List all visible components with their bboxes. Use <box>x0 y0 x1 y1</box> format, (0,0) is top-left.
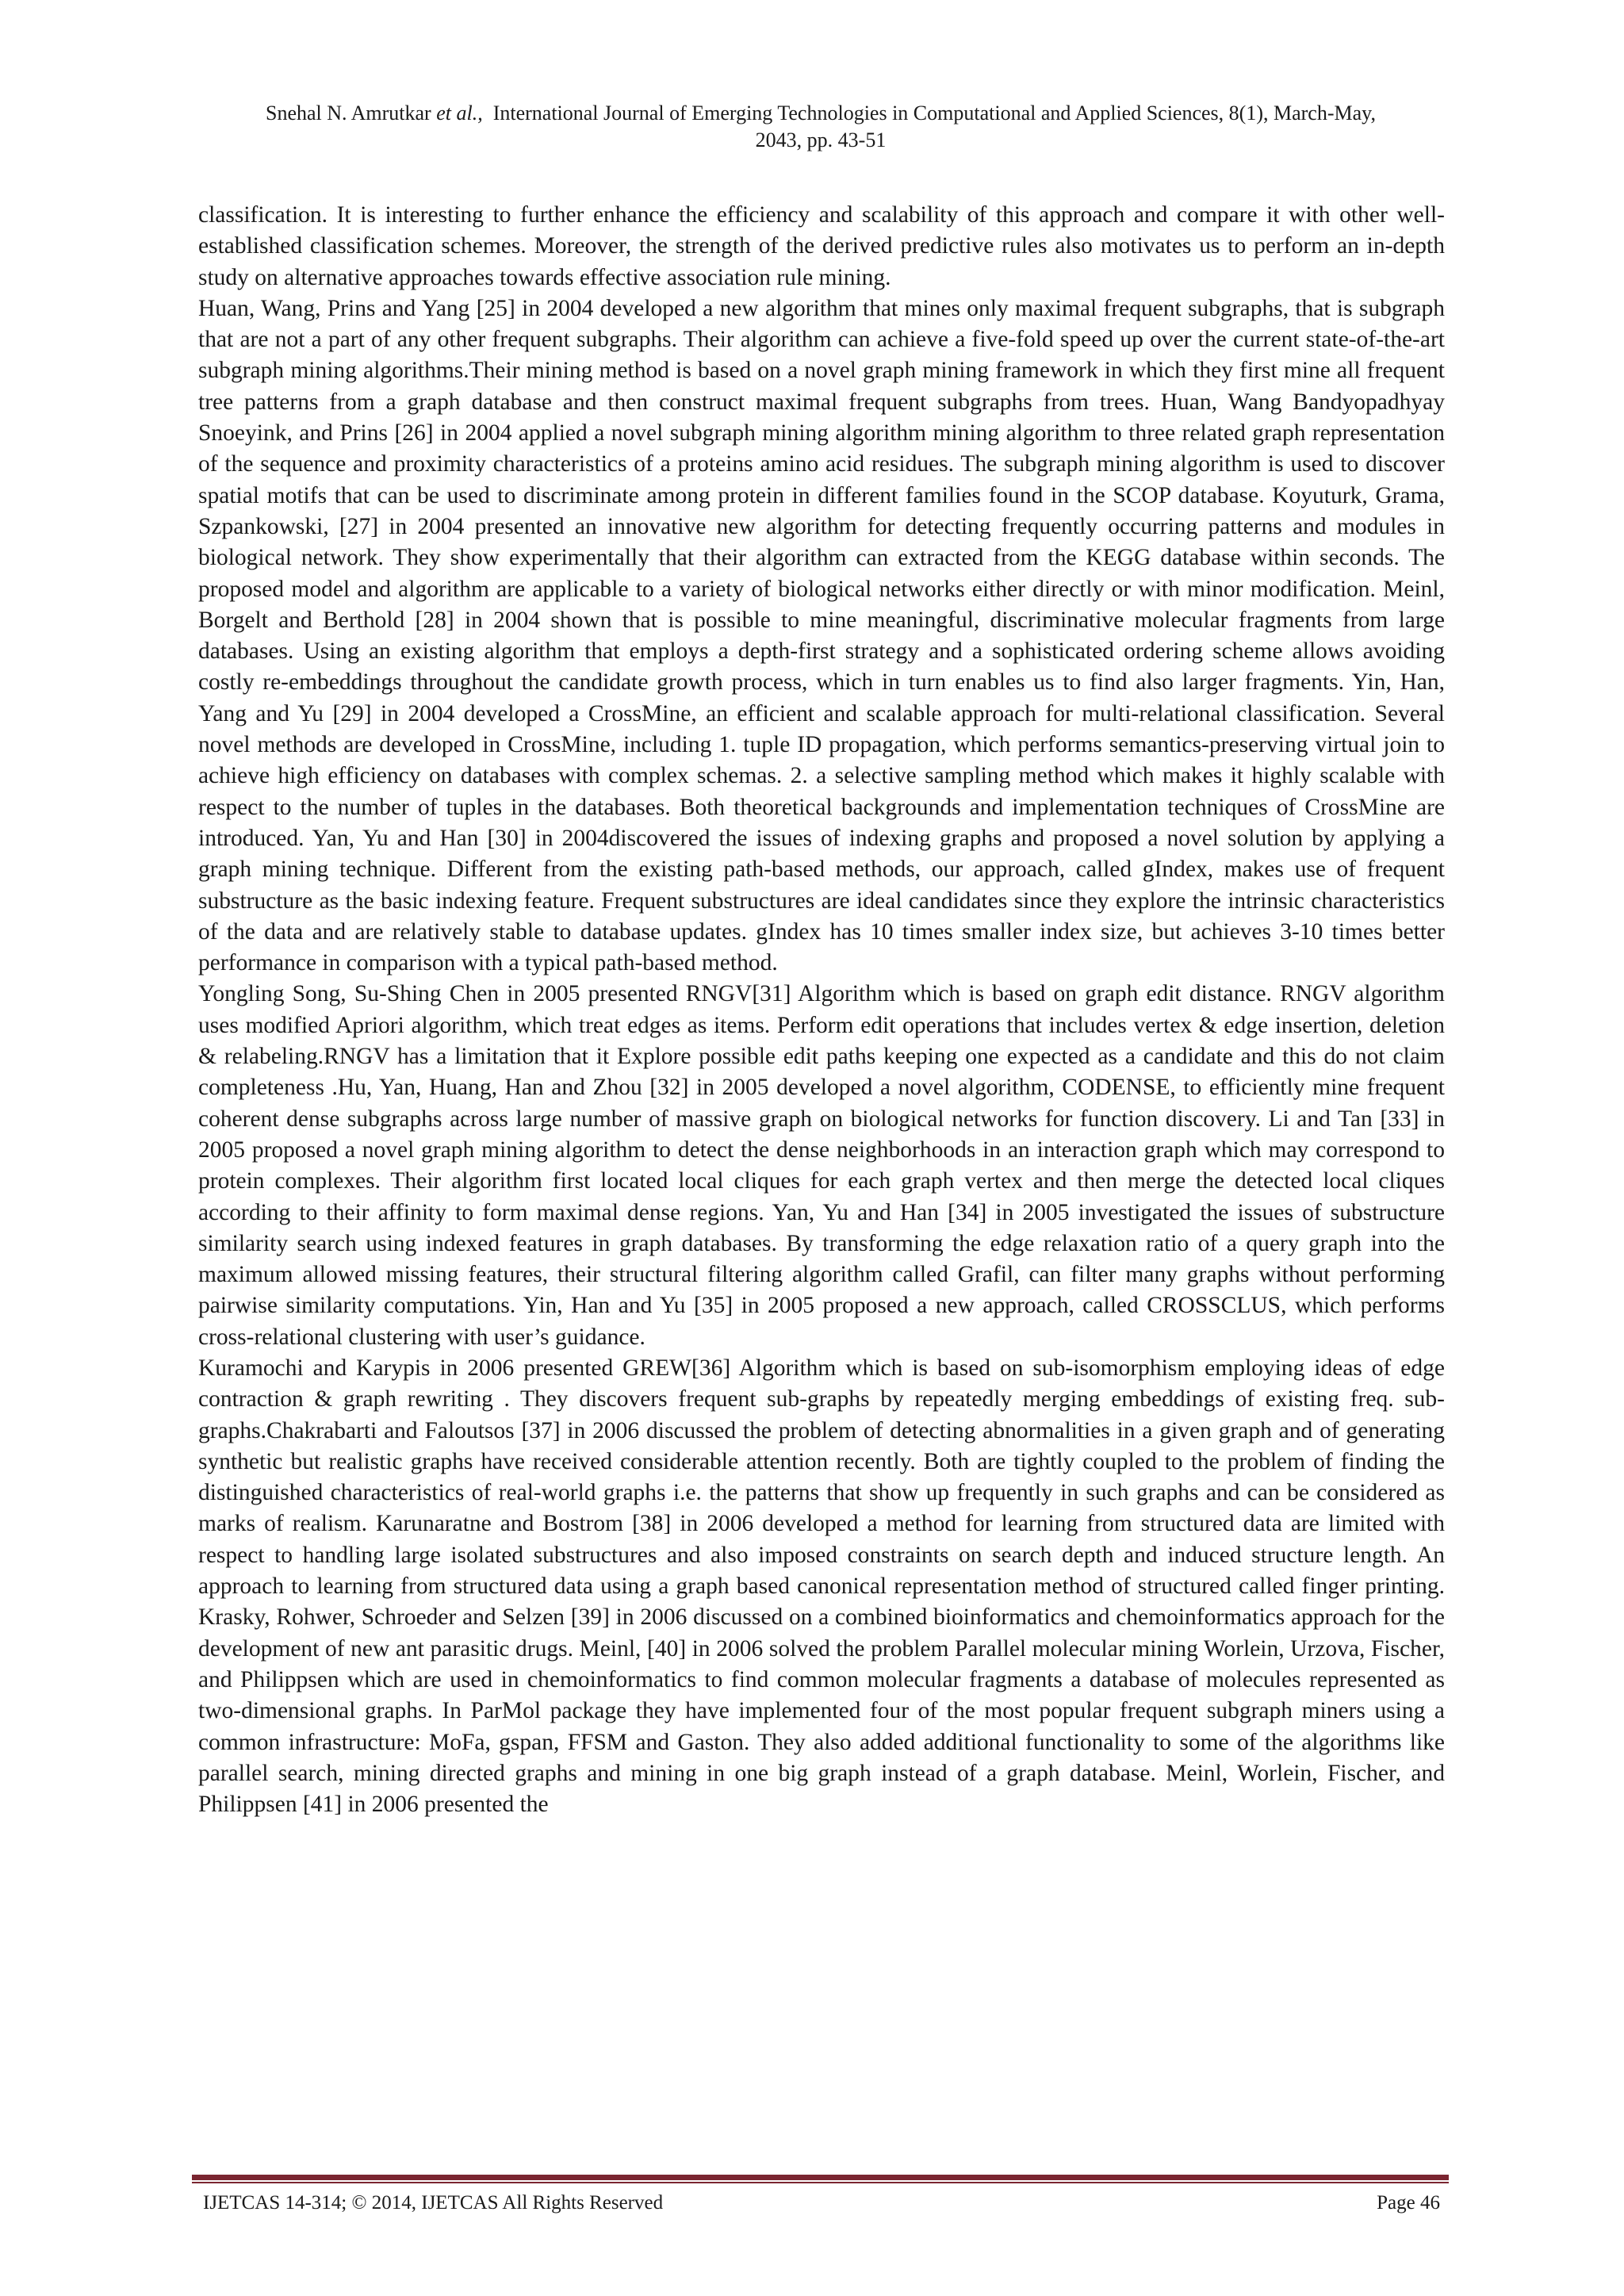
header-journal-line2: 2043, pp. 43-51 <box>755 128 887 151</box>
paragraph-2004-works: Huan, Wang, Prins and Yang [25] in 2004 developed a new algorithm that mines only maximal frequent subgraphs, that is subgraph that are not a part of any other frequent subgraphs. Their algorithm can achieve a five-fold speed up over the current state-of-the-art subgraph mining algorithms.Their mining method is based on a novel graph mining framework in which they first mine all frequent tree patterns from a graph database and then construct maximal frequent subgraphs from trees. Huan, Wang Bandyopadhyay Snoeyink, and Prins [26] in 2004 applied a novel subgraph mining algorithm mining algorithm to three related graph representation of the sequence and proximity characteristics of a proteins amino acid residues. The subgraph mining algorithm is used to discover spatial motifs that can be used to discriminate among protein in different families found in the SCOP database. Koyuturk, Grama, Szpankowski, [27] in 2004 presented an innovative new algorithm for detecting frequently occurring patterns and modules in biological network. They show experimentally that their algorithm can extracted from the KEGG database within seconds. The proposed model and algorithm are applicable to a variety of biological networks either directly or with minor modification. Meinl, Borgelt and Berthold [28] in 2004 shown that is possible to mine meaningful, discriminative molecular fragments from large databases. Using an existing algorithm that employs a depth-first strategy and a sophisticated ordering scheme allows avoiding costly re-embeddings throughout the candidate growth process, which in turn enables us to find also larger fragments. Yin, Han, Yang and Yu [29] in 2004 developed a CrossMine, an efficient and scalable approach for multi-relational classification. Several novel methods are developed in CrossMine, including 1. tuple ID propagation, which performs semantics-preserving virtual join to achieve high efficiency on databases with complex schemas. 2. a selective sampling method which makes it highly scalable with respect to the number of tuples in the databases. Both theoretical backgrounds and implementation techniques of CrossMine are introduced. Yan, Yu and Han [30] in 2004discovered the issues of indexing graphs and proposed a novel solution by applying a graph mining technique. Different from the existing path-based methods, our approach, called gIndex, makes use of frequent substructure as the basic indexing feature. Frequent substructures are ideal candidates since they explore the intrinsic characteristics of the data and are relatively stable to database updates. gIndex has 10 times smaller index size, but achieves 3-10 times better performance in comparison with a typical path-based method. <box>198 295 1445 976</box>
paragraph-2006-works: Kuramochi and Karypis in 2006 presented GREW[36] Algorithm which is based on sub-isomorphism employing ideas of edge contraction & graph rewriting . They discovers frequent sub-graphs by repeatedly merging embeddings of existing freq. sub-graphs.Chakrabarti and Faloutsos [37] in 2006 discussed the problem of detecting abnormalities in a given graph and of generating synthetic but realistic graphs have received considerable attention recently. Both are tightly coupled to the problem of finding the distinguished characteristics of real-world graphs i.e. the patterns that show up frequently in such graphs and can be considered as marks of realism. Karunaratne and Bostrom [38] in 2006 developed a method for learning from structured data are limited with respect to handling large isolated substructures and also imposed constraints on search depth and induced structure length. An approach to learning from structured data using a graph based canonical representation method of structured called finger printing. Krasky, Rohwer, Schroeder and Selzen [39] in 2006 discussed on a combined bioinformatics and chemoinformatics approach for the development of new ant parasitic drugs. Meinl, [40] in 2006 solved the problem Parallel molecular mining Worlein, Urzova, Fischer, and Philippsen which are used in chemoinformatics to find common molecular fragments a database of molecules represented as two-dimensional graphs. In ParMol package they have implemented four of the most popular frequent subgraph miners using a common infrastructure: MoFa, gspan, FFSM and Gaston. They also added additional functionality to some of the algorithms like parallel search, mining directed graphs and mining in one big graph instead of a graph database. Meinl, Worlein, Fischer, and Philippsen [41] in 2006 presented the <box>198 1355 1445 1818</box>
header-etal: et al., <box>436 102 483 125</box>
header-authors: Snehal N. Amrutkar <box>266 102 431 125</box>
footer-rule-thin <box>192 2182 1449 2183</box>
footer-rule-thick <box>192 2175 1449 2180</box>
footer-copyright: IJETCAS 14-314; © 2014, IJETCAS All Rights Reserved <box>203 2192 664 2214</box>
paragraph-2005-works: Yongling Song, Su-Shing Chen in 2005 presented RNGV[31] Algorithm which is based on graph edit distance. RNGV algorithm uses modified Apriori algorithm, which treat edges as items. Perform edit operations that includes vertex & edge insertion, deletion & relabeling.RNGV has a limitation that it Explore possible edit paths keeping one expected as a candidate and this do not claim completeness .Hu, Yan, Huang, Han and Zhou [32] in 2005 developed a novel algorithm, CODENSE, to efficiently mine frequent coherent dense subgraphs across large number of massive graph on biological networks for function discovery. Li and Tan [33] in 2005 proposed a novel graph mining algorithm to detect the dense neighborhoods in an interaction graph which may correspond to protein complexes. Their algorithm first located local cliques for each graph vertex and then merge the detected local cliques according to their affinity to form maximal dense regions. Yan, Yu and Han [34] in 2005 investigated the issues of substructure similarity search using indexed features in graph databases. By transforming the edge relaxation ratio of a query graph into the maximum allowed missing features, their structural filtering algorithm called Grafil, can filter many graphs without performing pairwise similarity computations. Yin, Han and Yu [35] in 2005 proposed a new approach, called CROSSCLUS, which performs cross-relational clustering with user’s guidance. <box>198 981 1445 1350</box>
page-footer <box>203 2191 1440 2216</box>
running-header <box>198 100 1443 154</box>
body-text <box>198 200 1445 1820</box>
page-number: Page 46 <box>1377 2192 1440 2214</box>
header-journal-line1: International Journal of Emerging Technologies in Computational and Applied Sciences, 8(1), March-May, <box>492 102 1376 125</box>
footer-rule <box>192 2175 1449 2183</box>
paragraph-continuation: classification. It is interesting to further enhance the efficiency and scalability of this approach and compare it with other well-established classification schemes. Moreover, the strength of the derived predictive rules also motivates us to perform an in-depth study on alternative approaches towards effective association rule mining. <box>198 202 1445 290</box>
running-header-line-1 <box>198 100 1443 127</box>
